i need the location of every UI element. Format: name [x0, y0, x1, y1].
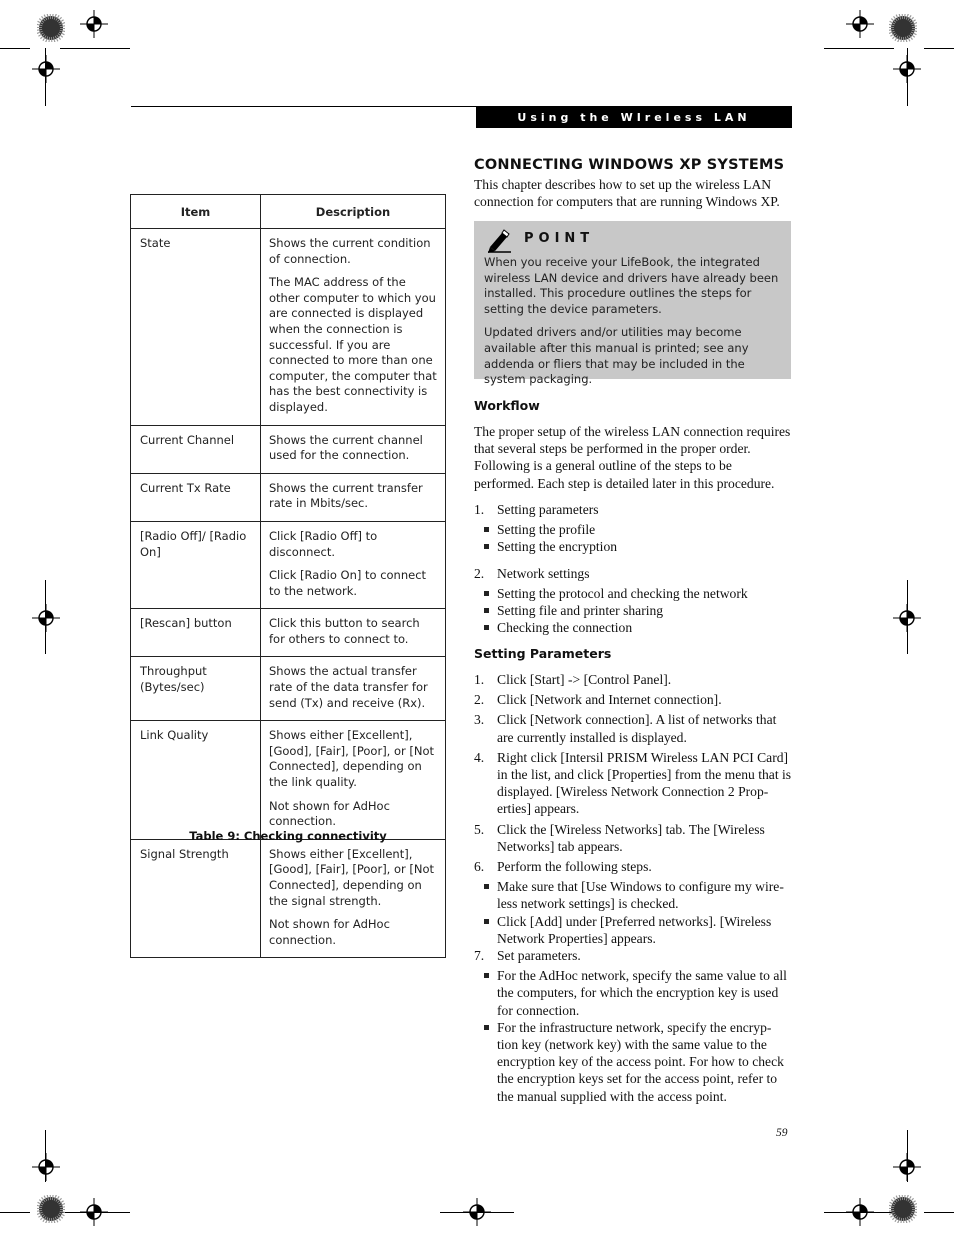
list-number: 4.	[474, 749, 485, 765]
point-label: POINT	[524, 231, 595, 246]
registration-target-icon	[32, 55, 60, 83]
registration-target-icon	[463, 1198, 491, 1226]
table-cell-item: Link Quality	[131, 721, 261, 840]
page-number: 59	[776, 1127, 788, 1139]
table-cell-item: Throughput (Bytes/sec)	[131, 657, 261, 721]
list-text: Click [Network and Internet connection].	[497, 692, 722, 708]
list-number: 2.	[474, 692, 485, 708]
table-cell-item: Current Channel	[131, 425, 261, 473]
list-number: 6.	[474, 859, 485, 875]
description-paragraph: Not shown for AdHoc connection.	[269, 798, 390, 829]
bullet-text: Make sure that [Use Windows to configure my wire-less network settings] is checked.	[497, 879, 784, 912]
table-cell-description	[261, 425, 446, 473]
list-item	[474, 858, 792, 875]
setting-parameters-heading: Setting Parameters	[474, 646, 612, 661]
starburst-mark-icon	[889, 1195, 917, 1223]
list-text: Right click [Intersil PRISM Wireless LAN PCI Card] in the list, and click [Properties] from the menu that is displayed. [Wireless Network Connection 2 Prop-erties] appears.	[497, 749, 792, 817]
bullet-text: For the infrastructure network, specify the encryp-tion key (network key) with the same value to the encryption key of the access point. For how to check the encryption keys set for the access point, refer to the manual supplied with the access point.	[497, 1019, 784, 1104]
table-row	[131, 657, 446, 721]
list-text: Click [Network connection]. A list of networks that are currently installed is displayed.	[497, 712, 777, 745]
bullet-item	[474, 1019, 792, 1105]
list-text: Click [Start] -> [Control Panel].	[497, 672, 672, 687]
table-row	[131, 609, 446, 657]
table-cell-description	[261, 609, 446, 657]
list-item	[474, 821, 792, 855]
bullet-text: Setting the encryption	[497, 539, 618, 555]
list-item	[474, 565, 792, 582]
bullet-text: Setting file and printer sharing	[497, 603, 664, 619]
description-paragraph: Click [Radio On] to connect to the network.	[269, 568, 427, 598]
list-text: Perform the following steps.	[497, 859, 652, 875]
table-cell-item: State	[131, 229, 261, 426]
registration-target-icon	[893, 55, 921, 83]
bullet-text: Setting the profile	[497, 522, 596, 538]
section-header-title: Using the WIreless LAN	[517, 110, 751, 124]
table-cell-item: Current Tx Rate	[131, 473, 261, 521]
list-number: 2.	[474, 565, 485, 581]
description-paragraph: Shows either [Excellent], [Good], [Fair], [Poor], or [Not Connected], depending on the link quality.	[269, 728, 435, 790]
bullet-icon	[484, 625, 489, 630]
table-cell-description	[261, 229, 446, 426]
section-title: CONNECTING WINDOWS XP SYSTEMS	[474, 157, 785, 173]
list-text: Click the [Wireless Networks] tab. The [Wireless Networks] tab appears.	[497, 821, 765, 854]
header-rule	[131, 106, 476, 107]
table-cell-description	[261, 521, 446, 608]
registration-target-icon	[32, 604, 60, 632]
table-header-row	[131, 195, 446, 229]
bullet-icon	[484, 608, 489, 613]
description-paragraph: Shows the current transfer rate in Mbits/sec.	[269, 480, 423, 511]
registration-target-icon	[893, 604, 921, 632]
table-cell-item: [Radio Off]/ [Radio On]	[131, 521, 261, 608]
list-number: 7.	[474, 948, 485, 964]
bullet-item	[474, 967, 792, 1019]
registration-target-icon	[80, 10, 108, 38]
list-number: 1.	[474, 502, 485, 517]
bullet-item	[474, 585, 792, 602]
list-number: 1.	[474, 672, 485, 687]
connectivity-table	[130, 194, 446, 958]
bullet-icon	[484, 919, 489, 924]
table-row	[131, 229, 446, 426]
bullet-icon	[484, 1025, 489, 1030]
starburst-mark-icon	[37, 14, 65, 42]
description-paragraph: Shows the actual transfer rate of the data transfer for send (Tx) and receive (Rx).	[269, 664, 428, 710]
registration-target-icon	[846, 10, 874, 38]
table-cell-description	[261, 473, 446, 521]
starburst-mark-icon	[37, 1195, 65, 1223]
bullet-icon	[484, 884, 489, 889]
section-header-bar	[476, 106, 792, 128]
list-item	[474, 947, 792, 964]
column-header-description: Description	[261, 195, 446, 229]
table-row	[131, 721, 446, 840]
list-number: 5.	[474, 821, 485, 837]
bullet-item	[474, 602, 792, 619]
point-paragraph: Updated drivers and/or utilities may become available after this manual is printed; see any addenda or fliers that may be included in the system packaging.	[484, 325, 749, 387]
registration-target-icon	[893, 1153, 921, 1181]
workflow-intro: The proper setup of the wireless LAN connection requires that several steps be performed in the proper order. Following is a general outline of the steps to be performed. Each step is detailed later in this procedure.	[474, 424, 791, 491]
list-item	[474, 749, 792, 818]
table-cell-item: Signal Strength	[131, 839, 261, 958]
list-item	[474, 671, 792, 688]
list-text: Setting parameters	[497, 502, 599, 517]
list-text: Network settings	[497, 565, 590, 581]
table-row	[131, 521, 446, 608]
list-text: Set parameters.	[497, 948, 581, 964]
workflow-list	[474, 501, 792, 636]
table-row	[131, 839, 446, 958]
table-caption: Table 9: Checking connectivity	[189, 829, 387, 843]
bullet-icon	[484, 544, 489, 549]
table-cell-item: [Rescan] button	[131, 609, 261, 657]
table-cell-description	[261, 721, 446, 840]
table-cell-description	[261, 839, 446, 958]
setting-parameters-list	[474, 671, 792, 1105]
description-paragraph: Not shown for AdHoc connection.	[269, 917, 390, 947]
list-item	[474, 691, 792, 708]
description-paragraph: The MAC address of the other computer to which you are connected is displayed when the connection is successful. If you are connected to more than one computer, the computer that has the best connectivity is displayed.	[269, 275, 437, 414]
bullet-text: Click [Add] under [Preferred networks]. [Wireless Network Properties] appears.	[497, 913, 772, 946]
section-intro: This chapter describes how to set up the wireless LAN connection for computers that are running Windows XP.	[474, 177, 780, 210]
description-paragraph: Shows the current condition of connection.	[269, 236, 431, 266]
bullet-item	[474, 913, 792, 947]
bullet-item	[474, 619, 792, 636]
registration-target-icon	[32, 1153, 60, 1181]
registration-target-icon	[846, 1198, 874, 1226]
list-item	[474, 711, 792, 745]
table-cell-description	[261, 657, 446, 721]
bullet-item	[474, 878, 792, 912]
point-callout	[474, 221, 791, 387]
table-row	[131, 425, 446, 473]
list-item	[474, 501, 792, 518]
registration-target-icon	[80, 1198, 108, 1226]
bullet-text: Checking the connection	[497, 620, 633, 636]
bullet-text: For the AdHoc network, specify the same value to all the computers, for which the encryption key is used for connection.	[497, 968, 787, 1018]
column-header-item: Item	[131, 195, 261, 229]
bullet-item	[474, 521, 792, 538]
description-paragraph: Click this button to search for others to connect to.	[269, 616, 420, 646]
bullet-icon	[484, 527, 489, 532]
description-paragraph: Shows either [Excellent], [Good], [Fair], [Poor], or [Not Connected], depending on the signal strength.	[269, 846, 435, 908]
bullet-icon	[484, 973, 489, 978]
bullet-item	[474, 538, 792, 555]
starburst-mark-icon	[889, 14, 917, 42]
workflow-heading: Workflow	[474, 398, 540, 413]
table-row	[131, 473, 446, 521]
description-paragraph: Shows the current channel used for the connection.	[269, 432, 423, 463]
pencil-icon	[486, 227, 512, 253]
point-text	[484, 255, 784, 388]
point-paragraph: When you receive your LifeBook, the integrated wireless LAN device and drivers have already been installed. This procedure outlines the steps for setting the device parameters.	[484, 255, 779, 316]
list-number: 3.	[474, 712, 485, 728]
bullet-text: Setting the protocol and checking the network	[497, 585, 748, 601]
description-paragraph: Click [Radio Off] to disconnect.	[269, 528, 378, 559]
bullet-icon	[484, 591, 489, 596]
